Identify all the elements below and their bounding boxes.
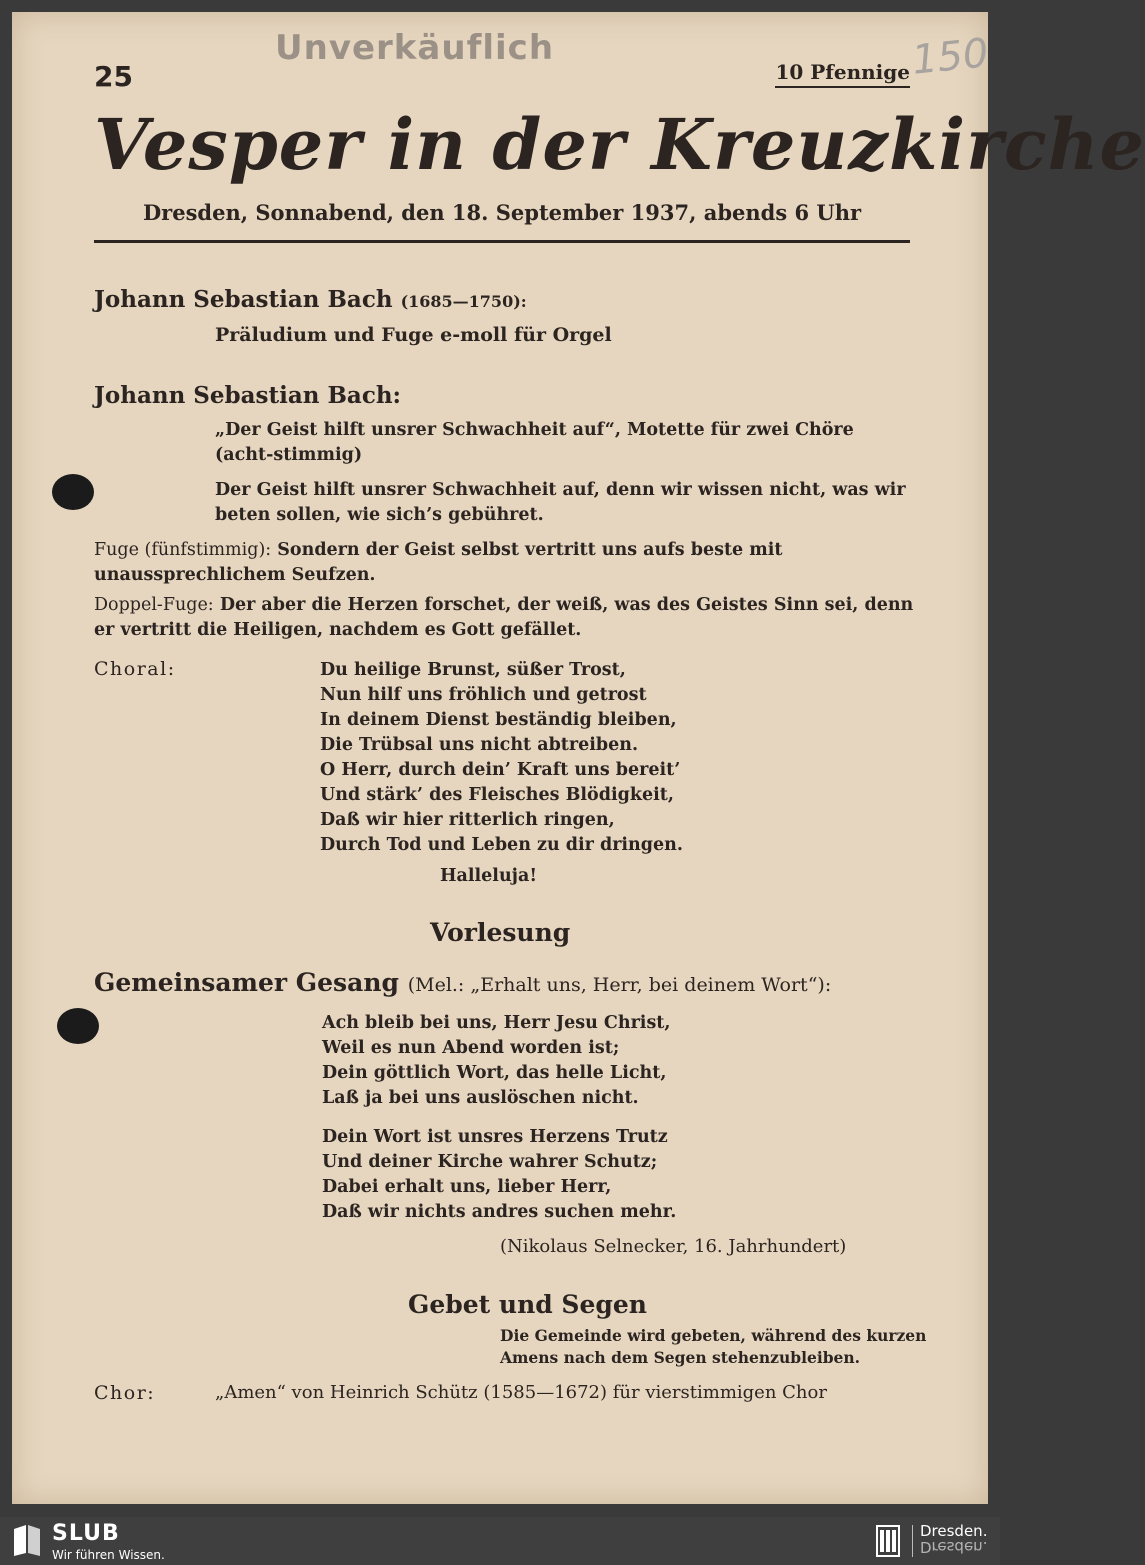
doppelfuge-text: Der aber die Herzen forschet, der weiß, was des Geistes Sinn sei, denn er vertritt die Heiligen, nachdem es Gott gefället. [94, 595, 914, 640]
prayer-heading: Gebet und Segen [408, 1290, 647, 1319]
hymn-heading-line [94, 968, 831, 997]
hymn-verse-2 [322, 1125, 676, 1225]
dresden-name: Dresden. [920, 1522, 988, 1540]
hymn-verse-1 [322, 1011, 670, 1111]
verse-line: Du heilige Brunst, süßer Trost, [320, 660, 626, 680]
hymn-heading: Gemeinsamer Gesang [94, 968, 399, 997]
motet-title: „Der Geist hilft unsrer Schwachheit auf“, Motette für zwei Chöre (acht-stimmig) [215, 420, 854, 465]
event-date-line: Dresden, Sonnabend, den 18. September 1937, abends 6 Uhr [142, 200, 862, 225]
doppelfuge-entry [94, 593, 914, 643]
dresden-coat-of-arms-icon[interactable] [876, 1525, 900, 1557]
dresden-logo-text[interactable] [920, 1523, 987, 1555]
fuge-entry [94, 538, 914, 588]
doppelfuge-label: Doppel-Fuge: [94, 595, 214, 615]
verse-line: Und stärk’ des Fleisches Blödigkeit, [320, 785, 674, 805]
handwritten-note: 150 [909, 30, 991, 84]
reading-heading: Vorlesung [430, 918, 571, 947]
verse-line: Dabei erhalt uns, lieber Herr, [322, 1177, 612, 1197]
organ-work: Präludium und Fuge e-moll für Orgel [215, 324, 612, 346]
punch-hole [52, 474, 94, 510]
verse-line: Daß wir nichts andres suchen mehr. [322, 1202, 677, 1222]
slub-book-icon[interactable] [12, 1523, 42, 1557]
choir-amen: „Amen“ von Heinrich Schütz (1585—1672) für vierstimmigen Chor [215, 1382, 827, 1403]
verse-line: Ach bleib bei uns, Herr Jesu Christ, [322, 1013, 671, 1033]
verse-line: Weil es nun Abend worden ist; [322, 1038, 620, 1058]
verse-line: O Herr, durch dein’ Kraft uns bereit’ [320, 760, 681, 780]
composer-heading [94, 286, 527, 313]
dresden-name-mirror: Dresden. [920, 1538, 988, 1556]
choral-label: Choral: [94, 658, 176, 680]
verse-line: Laß ja bei uns auslöschen nicht. [322, 1088, 639, 1108]
verse-line: Dein göttlich Wort, das helle Licht, [322, 1063, 667, 1083]
composer-years: (1685—1750): [400, 292, 527, 311]
price-label: 10 Pfennige [775, 60, 910, 88]
slub-claim: Wir führen Wissen. [52, 1548, 165, 1562]
choir-label: Chor: [94, 1382, 156, 1404]
verse-line: Dein Wort ist unsres Herzens Trutz [322, 1127, 668, 1147]
prayer-note-line: Amens nach dem Segen stehenzubleiben. [500, 1348, 861, 1367]
prayer-note [500, 1325, 926, 1369]
motet-text: Der Geist hilft unsrer Schwachheit auf, denn wir wissen nicht, was wir beten sollen, wie sich’s gebühret. [215, 480, 906, 525]
verse-line: Nun hilf uns fröhlich und getrost [320, 685, 647, 705]
hymn-melody: (Mel.: „Erhalt uns, Herr, bei deinem Wort“): [407, 974, 832, 996]
program-number: 25 [94, 60, 133, 93]
verse-line: Die Trübsal uns nicht abtreiben. [320, 735, 639, 755]
title-divider [94, 240, 910, 243]
viewer-footer [0, 1517, 1000, 1565]
halleluja: Halleluja! [440, 866, 538, 886]
composer-name: Johann Sebastian Bach [94, 286, 393, 313]
verse-line: In deinem Dienst beständig bleiben, [320, 710, 677, 730]
verse-line: Daß wir hier ritterlich ringen, [320, 810, 615, 830]
fuge-text: Sondern der Geist selbst vertritt uns aufs beste mit unaussprechlichem Seufzen. [94, 540, 783, 585]
choral-verse [320, 658, 683, 858]
hymn-attribution: (Nikolaus Selnecker, 16. Jahrhundert) [500, 1236, 847, 1257]
page-title: Vesper in der Kreuzkirche [94, 103, 1145, 186]
verse-line: Und deiner Kirche wahrer Schutz; [322, 1152, 658, 1172]
punch-hole [57, 1008, 99, 1044]
slub-logo-text[interactable]: SLUB [52, 1521, 120, 1546]
verse-line: Durch Tod und Leben zu dir dringen. [320, 835, 683, 855]
unverkaeuflich-stamp: Unverkäuflich [275, 28, 555, 68]
prayer-note-line: Die Gemeinde wird gebeten, während des kurzen [500, 1326, 927, 1345]
fuge-label: Fuge (fünfstimmig): [94, 540, 272, 560]
footer-divider [912, 1525, 913, 1557]
composer-heading-2: Johann Sebastian Bach: [94, 382, 402, 409]
